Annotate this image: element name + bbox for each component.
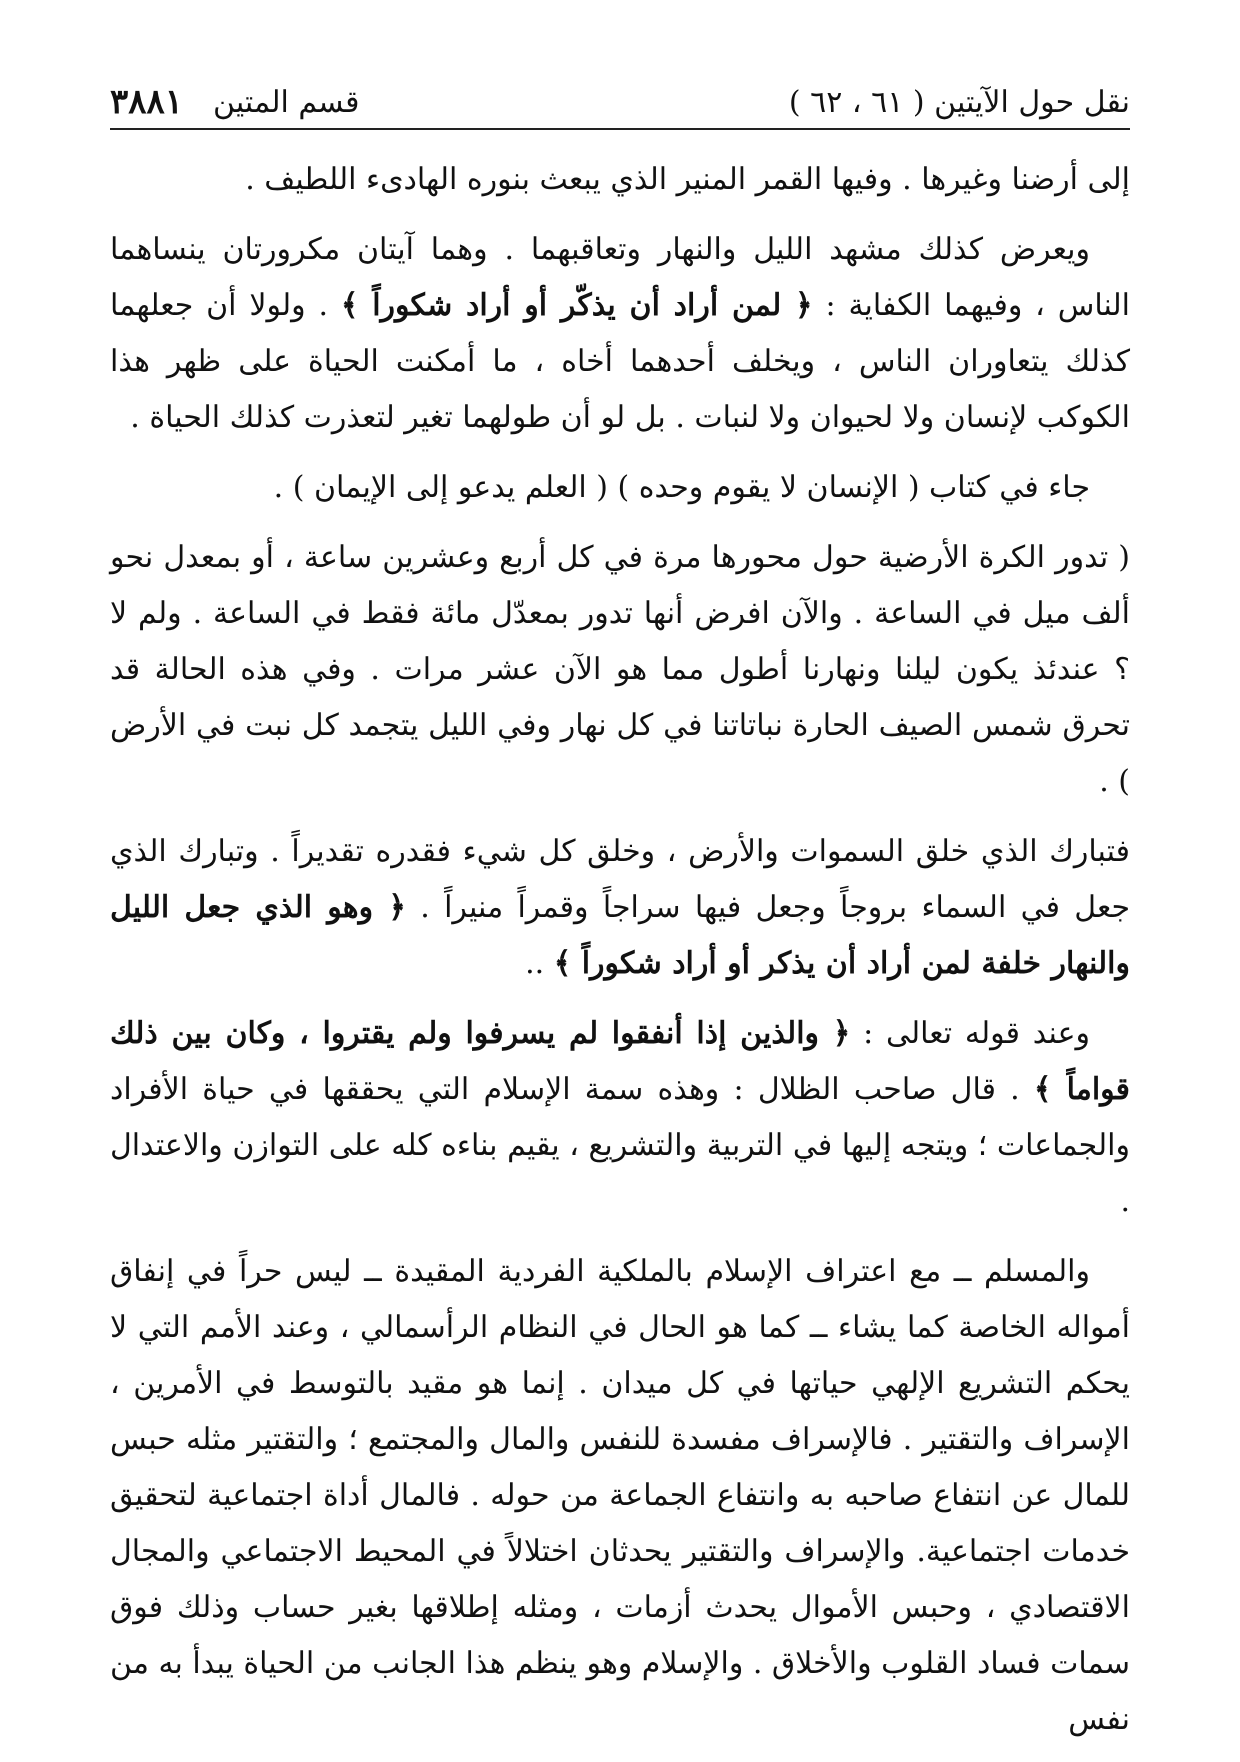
text-run: . ولولا أن جعلهما كذلك يتعاوران الناس ، ويخلف أحدهما أخاه ، ما أمكنت الحياة على ظهر هذا الكوكب لإنسان ولا لحيوان ولا لنبات . بل لو أن طولهما تغير لتعذرت كذلك الحياة . xyxy=(110,288,1130,435)
body-text xyxy=(110,152,1130,1762)
paragraph-7 xyxy=(110,1244,1130,1748)
paragraph-5 xyxy=(110,824,1130,992)
paragraph-2 xyxy=(110,222,1130,446)
quran-quote: ﴿ وهو الذي جعل الليل والنهار خلفة لمن أراد أن يذكر أو أراد شكوراً ﴾ xyxy=(110,890,1130,981)
paragraph-1 xyxy=(110,152,1130,208)
page-header xyxy=(110,82,1130,122)
section-title: قسم المتين xyxy=(213,84,360,120)
text-run: . قال صاحب الظلال : وهذه سمة الإسلام التي يحققها في حياة الأفراد والجماعات ؛ ويتجه إليها في التربية والتشريع ، يقيم بناءه كله على التوازن والاعتدال . xyxy=(110,1072,1130,1219)
text-run: ويعرض كذلك مشهد الليل والنهار وتعاقبهما . وهما آيتان مكرورتان ينساهما الناس ، وفيهما الكفاية : xyxy=(110,232,1131,323)
header-rule xyxy=(110,128,1130,130)
text-run: جاء في كتاب ( الإنسان لا يقوم وحده ) ( العلم يدعو إلى الإيمان ) . xyxy=(273,470,1090,505)
paragraph-3 xyxy=(110,460,1130,516)
text-run: .. xyxy=(525,946,554,981)
text-run: ( تدور الكرة الأرضية حول محورها مرة في كل أربع وعشرين ساعة ، أو بمعدل نحو ألف ميل في الساعة . والآن افرض أنها تدور بمعدّل مائة فقط في الساعة . ولم لا ؟ عندئذ يكون ليلنا ونهارنا أطول مما هو الآن عشر مرات . وفي هذه الحالة قد تحرق شمس الصيف الحارة نباتاتنا في كل نهار وفي الليل يتجمد كل نبت في الأرض ) . xyxy=(110,540,1130,799)
text-run: والمسلم ــ مع اعتراف الإسلام بالملكية الفردية المقيدة ــ ليس حراً في إنفاق أمواله الخاصة كما يشاء ــ كما هو الحال في النظام الرأسمالي ، وعند الأمم التي لا يحكم التشريع الإلهي حياتها في كل ميدان . إنما هو مقيد بالتوسط في الأمرين ، الإسراف والتقتير . فالإسراف مفسدة للنفس والمال والمجتمع ؛ والتقتير مثله حبس للمال عن انتفاع صاحبه به وانتفاع الجماعة من حوله . فالمال أداة اجتماعية لتحقيق خدمات اجتماعية. والإسراف والتقتير يحدثان اختلالاً في المحيط الاجتماعي والمجال الاقتصادي ، وحبس الأموال يحدث أزمات ، ومثله إطلاقها بغير حساب وذلك فوق سمات فساد القلوب والأخلاق . والإسلام وهو ينظم هذا الجانب من الحياة يبدأ به من نفس xyxy=(110,1254,1130,1737)
quran-quote: ﴿ لمن أراد أن يذكّر أو أراد شكوراً ﴾ xyxy=(340,288,813,323)
text-run: إلى أرضنا وغيرها . وفيها القمر المنير الذي يبعث بنوره الهادىء اللطيف . xyxy=(245,162,1130,197)
text-run: فتبارك الذي خلق السموات والأرض ، وخلق كل شيء فقدره تقديراً . وتبارك الذي جعل في السماء بروجاً وجعل فيها سراجاً وقمراً منيراً . xyxy=(110,834,1130,925)
quran-quote: ﴿ والذين إذا أنفقوا لم يسرفوا ولم يقتروا ، وكان بين ذلك قواماً ﴾ xyxy=(110,1016,1131,1107)
header-left-group xyxy=(110,82,359,122)
text-run: وعند قوله تعالى : xyxy=(850,1016,1090,1051)
paragraph-4 xyxy=(110,530,1130,810)
page-number: ٣٨٨١ xyxy=(110,82,184,122)
paragraph-6 xyxy=(110,1006,1130,1230)
running-title: نقل حول الآيتين ( ٦١ ، ٦٢ ) xyxy=(788,84,1130,120)
